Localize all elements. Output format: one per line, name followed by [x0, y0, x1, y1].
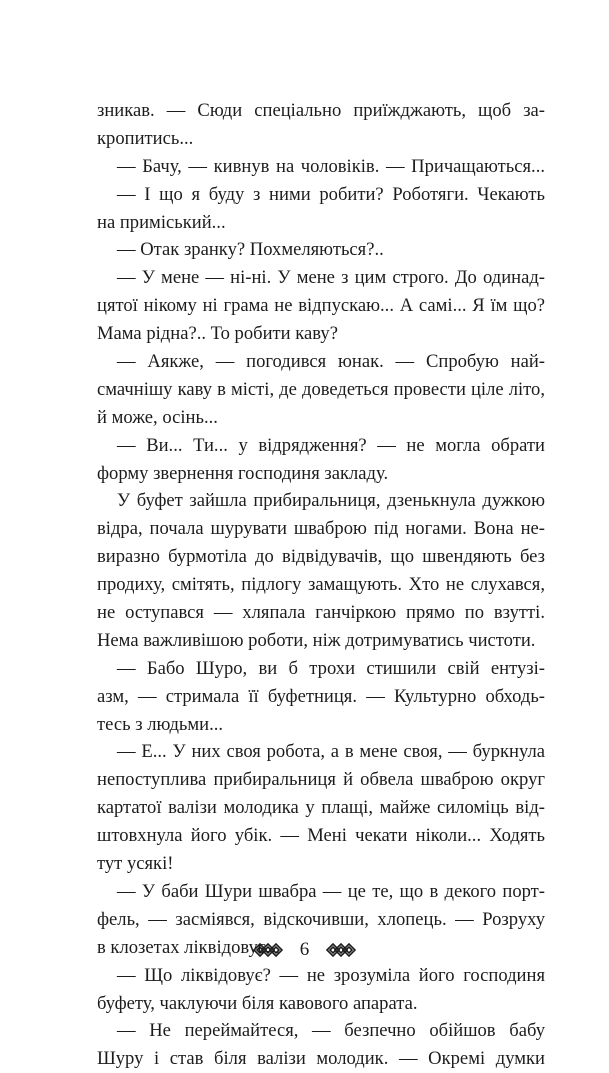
text-line: продиху, смітять, підлогу замащують. Хто не слухався,: [97, 574, 545, 596]
text-line: У буфет зайшла прибиральниця, дзенькнула дужкою: [117, 490, 545, 512]
text-line: відра, почала шурувати шваброю під ногами. Вона не-: [97, 518, 545, 540]
text-line: — Аякже, — погодився юнак. — Спробую най-: [117, 351, 545, 373]
text-line: в клозетах ліквідовує...: [97, 936, 280, 958]
text-line: — У баби Шури швабра — це те, що в декого порт-: [117, 880, 545, 902]
text-line: — У мене — ні-ні. У мене з цим строго. До одинад-: [117, 267, 545, 289]
text-line: непоступлива прибиральниця й обвела шваброю округ: [97, 769, 545, 791]
text-line: картатої валізи молодика у плащі, майже силоміць від-: [97, 797, 545, 819]
text-line: — Що ліквідовує? — не зрозуміла його господиня: [117, 964, 545, 986]
body-text: [97, 97, 545, 1073]
text-line: — Не переймайтеся, — безпечно обійшов бабу: [117, 1020, 545, 1042]
text-line: — Ви... Ти... у відрядження? — не могла обрати: [117, 434, 545, 456]
text-line: — Отак зранку? Похмеляються?..: [117, 239, 384, 261]
text-line: — І що я буду з ними робити? Роботяги. Чекають: [117, 183, 545, 205]
page-number: 6: [299, 939, 310, 960]
text-line: не оступався — хляпала ганчіркою прямо по взутті.: [97, 602, 545, 624]
page-footer: [0, 935, 609, 965]
text-line: штовхнула його убік. — Мені чекати ніколи... Ходять: [97, 825, 545, 847]
text-line: смачнішу каву в місті, де доведеться провести ціле літо,: [97, 378, 545, 400]
text-line: виразно бурмотіла до відвідувачів, що швендяють без: [97, 546, 545, 568]
text-line: тут усякі!: [97, 853, 174, 875]
text-line: Нема важливішою роботи, ніж дотримуватись чистоти.: [97, 629, 536, 651]
text-line: форму звернення господиня закладу.: [97, 462, 389, 484]
text-line: — Е... У них своя робота, а в мене своя, — буркнула: [117, 741, 545, 763]
text-line: фель, — засміявся, відскочивши, хлопець. — Розруху: [97, 908, 545, 930]
text-line: на приміський...: [97, 211, 226, 233]
text-line: цятої нікому ні грама не відпускаю... А самі... Я їм що?: [97, 295, 545, 317]
text-line: Шуру і став біля валізи молодик. — Окремі думки: [97, 1048, 545, 1070]
text-line: тесь з людьми...: [97, 713, 224, 735]
text-line: — Бачу, — кивнув на чоловіків. — Причащаються...: [117, 155, 545, 177]
braided-ornament-icon-left: [252, 940, 284, 960]
braided-ornament-icon-right: [325, 940, 357, 960]
text-line: азм, — стримала її буфетниця. — Культурно обходь-: [97, 685, 545, 707]
text-line: буфету, чаклуючи біля кавового апарата.: [97, 992, 418, 1014]
text-line: Мама рідна?.. То робити каву?: [97, 323, 338, 345]
text-line: й може, осінь...: [97, 406, 218, 428]
text-line: — Бабо Шуро, ви б трохи стишили свій ентузі-: [117, 657, 545, 679]
text-line: кропитись...: [97, 127, 194, 149]
text-line: зникав. — Сюди спеціально приїжджають, щоб за-: [97, 100, 545, 121]
